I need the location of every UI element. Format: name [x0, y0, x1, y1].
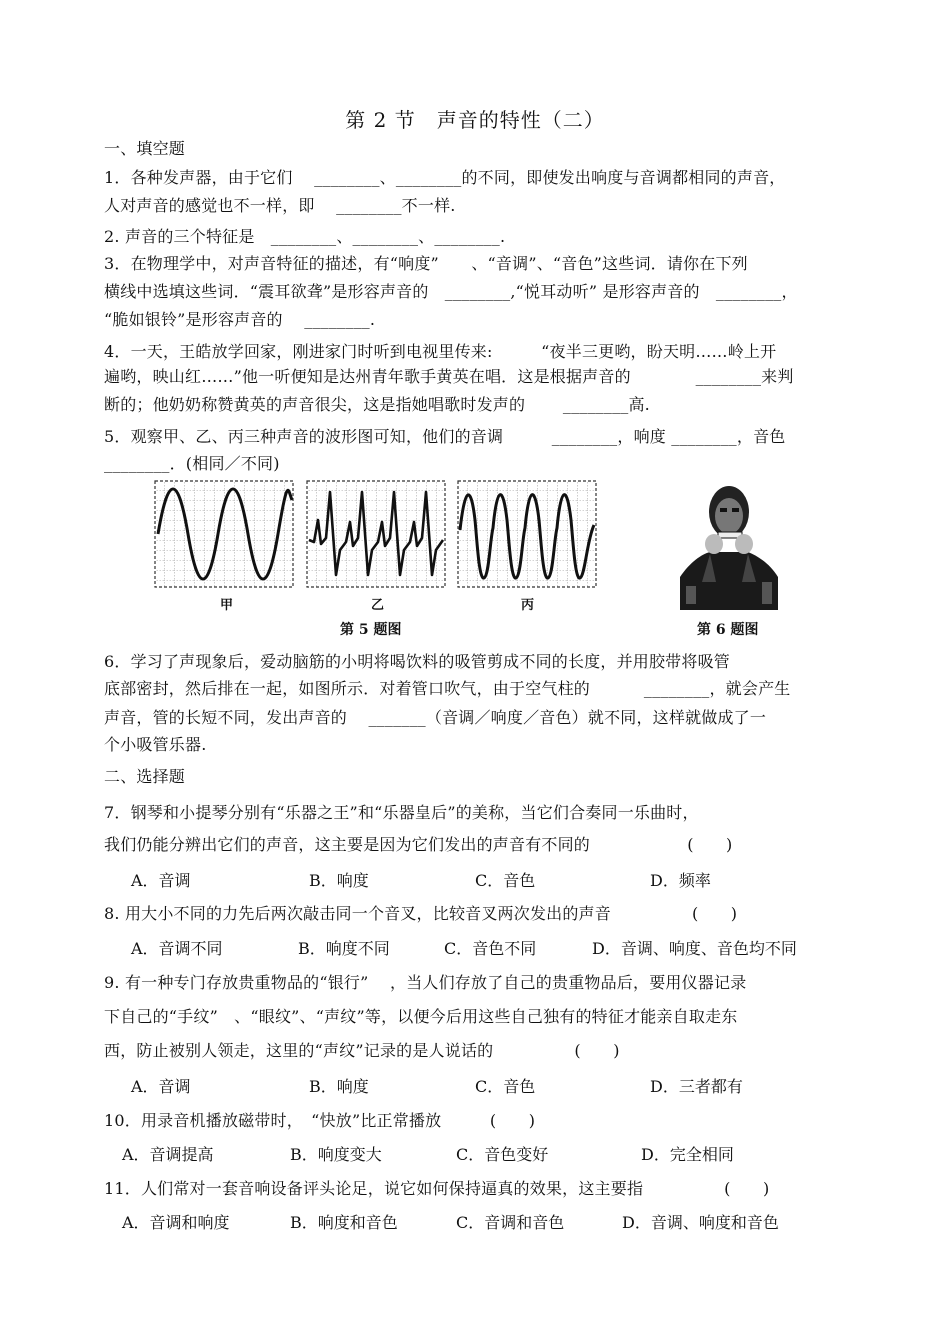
q1-line2: 人对声音的感觉也不一样，即 ________不一样.: [104, 196, 456, 215]
q9-option-b[interactable]: B．响度: [309, 1077, 369, 1096]
q7-option-c[interactable]: C．音色: [475, 871, 536, 890]
q8-option-c[interactable]: C．音色不同: [444, 939, 537, 958]
caption-fig5: 第 5 题图: [340, 622, 402, 638]
q6-line1: 6．学习了声现象后，爱动脑筋的小明将喝饮料的吸管剪成不同的长度，并用胶带将吸管: [104, 652, 730, 671]
q7-option-a[interactable]: A．音调: [131, 871, 191, 890]
q8-option-b[interactable]: B．响度不同: [298, 939, 390, 958]
q11-option-a[interactable]: A．音调和响度: [122, 1213, 230, 1232]
page-title: 第 2 节 声音的特性（二）: [345, 108, 605, 132]
q5-line1: 5．观察甲、乙、丙三种声音的波形图可知，他们的音调 ________，响度 ________，音色: [104, 427, 786, 446]
q1-line1: 1．各种发声器，由于它们 ________、________的不同，即使发出响度与音调都相同的声音，: [104, 168, 786, 187]
q8-option-d[interactable]: D．音调、响度、音色均不同: [592, 939, 797, 958]
caption-fig6: 第 6 题图: [697, 622, 759, 638]
q9-option-c[interactable]: C．音色: [475, 1077, 536, 1096]
q7-line2: 我们仍能分辨出它们的声音，这主要是因为它们发出的声音有不同的 ( ): [104, 835, 733, 854]
q9-line2: 下自己的“手纹” 、“眼纹”、“声纹”等，以便今后用这些自己独有的特征才能亲自取走东: [104, 1007, 738, 1026]
q4-line3: 断的；他奶奶称赞黄英的声音很尖，这是指她唱歌时发声的 ________高.: [104, 395, 650, 414]
q8-option-a[interactable]: A．音调不同: [131, 939, 223, 958]
q11-line1: 11．人们常对一套音响设备评头论足，说它如何保持逼真的效果，这主要指 ( ): [104, 1179, 770, 1198]
q10-option-c[interactable]: C．音色变好: [456, 1145, 549, 1164]
label-yi: 乙: [371, 598, 385, 613]
q7-option-b[interactable]: B．响度: [309, 871, 369, 890]
q9-option-a[interactable]: A．音调: [131, 1077, 191, 1096]
q6-line3: 声音，管的长短不同，发出声音的 _______（音调／响度／音色）就不同，这样就做成了一: [104, 708, 767, 727]
label-jia: 甲: [220, 598, 234, 613]
section-multiple-choice: 二、选择题: [104, 767, 186, 786]
label-bing: 丙: [521, 598, 535, 613]
q4-line2: 遍哟，映山红……”他一听便知是达州青年歌手黄英在唱．这是根据声音的 ________来判: [104, 367, 794, 386]
q7-option-d[interactable]: D．频率: [650, 871, 711, 890]
q6-line4: 个小吸管乐器.: [104, 735, 207, 754]
section-fill-blank: 一、填空题: [104, 139, 186, 158]
q9-line3: 西，防止被别人领走，这里的“声纹”记录的是人说话的 ( ): [104, 1041, 620, 1060]
q11-option-c[interactable]: C．音调和音色: [456, 1213, 565, 1232]
waveform-jia: [154, 480, 294, 588]
q10-option-a[interactable]: A．音调提高: [122, 1145, 214, 1164]
q9-line1: 9. 有一种专门存放贵重物品的“银行” ，当人们存放了自己的贵重物品后，要用仪器记录: [104, 973, 747, 992]
q3-line2: 横线中选填这些词．“震耳欲聋”是形容声音的 ________,“悦耳动听” 是形容声音的 ________，: [104, 282, 798, 301]
q10-option-d[interactable]: D．完全相同: [641, 1145, 734, 1164]
waveform-yi: [306, 480, 446, 588]
q3-line3: “脆如银铃”是形容声音的 ________.: [104, 310, 376, 329]
q11-option-b[interactable]: B．响度和音色: [290, 1213, 398, 1232]
q7-line1: 7．钢琴和小提琴分别有“乐器之王”和“乐器皇后”的美称，当它们合奏同一乐曲时，: [104, 803, 699, 822]
q4-line1: 4．一天，王皓放学回家，刚进家门时听到电视里传来: “夜半三更哟，盼天明……岭上开: [104, 342, 777, 361]
straw-instrument-photo: [680, 482, 778, 610]
waveform-bing: [457, 480, 597, 588]
q10-line1: 10．用录音机播放磁带时， “快放”比正常播放 ( ): [104, 1111, 536, 1130]
q2-line1: 2. 声音的三个特征是 ________、________、________.: [104, 227, 506, 246]
q9-option-d[interactable]: D．三者都有: [650, 1077, 743, 1096]
q6-line2: 底部密封，然后排在一起，如图所示．对着管口吹气，由于空气柱的 ________，就会产生: [104, 679, 791, 698]
q5-line2: ________．(相同／不同): [104, 454, 280, 473]
q3-line1: 3．在物理学中，对声音特征的描述，有“响度” 、“音调”、“音色”这些词．请你在下列: [104, 254, 748, 273]
q8-line1: 8. 用大小不同的力先后两次敲击同一个音叉，比较音叉两次发出的声音 ( ): [104, 904, 738, 923]
q11-option-d[interactable]: D．音调、响度和音色: [622, 1213, 779, 1232]
q10-option-b[interactable]: B．响度变大: [290, 1145, 382, 1164]
